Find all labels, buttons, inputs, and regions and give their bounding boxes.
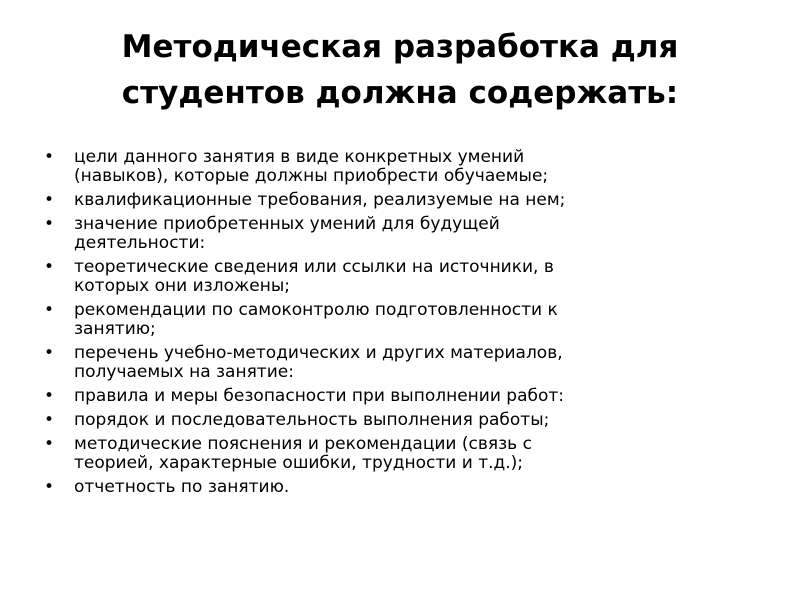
list-item [44,301,764,339]
list-item-line: рекомендации по самоконтролю подготовленности к [74,300,558,320]
list-item-line: квалификационные требования, реализуемые на нем; [74,190,566,210]
bullet-icon: • [44,214,55,234]
list-item-line: значение приобретенных умений для будущей [74,214,500,234]
list-item-line: отчетность по занятию. [74,477,290,497]
list-item [44,435,764,473]
list-item [44,411,764,430]
list-item-line: деятельности: [74,233,206,253]
list-item [44,148,764,186]
list-item [44,344,764,382]
list-item [44,387,764,406]
bullet-icon: • [44,343,55,363]
list-item-text [74,435,764,473]
list-item-line: перечень учебно-методических и других материалов, [74,343,563,363]
slide-title-line-2: студентов должна содержать: [121,75,679,111]
bullet-icon: • [44,386,55,406]
slide-title [40,24,760,116]
bullet-icon: • [44,410,55,430]
list-item-line: теорией, характерные ошибки, трудности и т.д.); [74,453,524,473]
list-item [44,478,764,497]
bullet-icon: • [44,190,55,210]
list-item-line: занятию; [74,319,156,339]
list-item [44,191,764,210]
list-item-text [74,191,764,210]
bullet-icon: • [44,477,55,497]
list-item-text [74,215,764,253]
bullet-icon: • [44,300,55,320]
list-item-text [74,258,764,296]
list-item [44,215,764,253]
slide-title-line-1: Методическая разработка для [121,29,679,65]
list-item-line: теоретические сведения или ссылки на источники, в [74,257,554,277]
bullet-list [44,148,764,502]
list-item-line: правила и меры безопасности при выполнении работ: [74,386,565,406]
list-item-line: методические пояснения и рекомендации (связь с [74,434,532,454]
list-item-text [74,411,764,430]
list-item-text [74,344,764,382]
bullet-icon: • [44,257,55,277]
list-item-text [74,301,764,339]
list-item-line: порядок и последовательность выполнения работы; [74,410,550,430]
list-item-line: цели данного занятия в виде конкретных умений [74,147,525,167]
list-item-line: (навыков), которые должны приобрести обучаемые; [74,166,549,186]
bullet-icon: • [44,147,55,167]
list-item-line: получаемых на занятие: [74,362,294,382]
list-item [44,258,764,296]
list-item-line: которых они изложены; [74,276,291,296]
bullet-icon: • [44,434,55,454]
list-item-text [74,387,764,406]
list-item-text [74,478,764,497]
list-item-text [74,148,764,186]
